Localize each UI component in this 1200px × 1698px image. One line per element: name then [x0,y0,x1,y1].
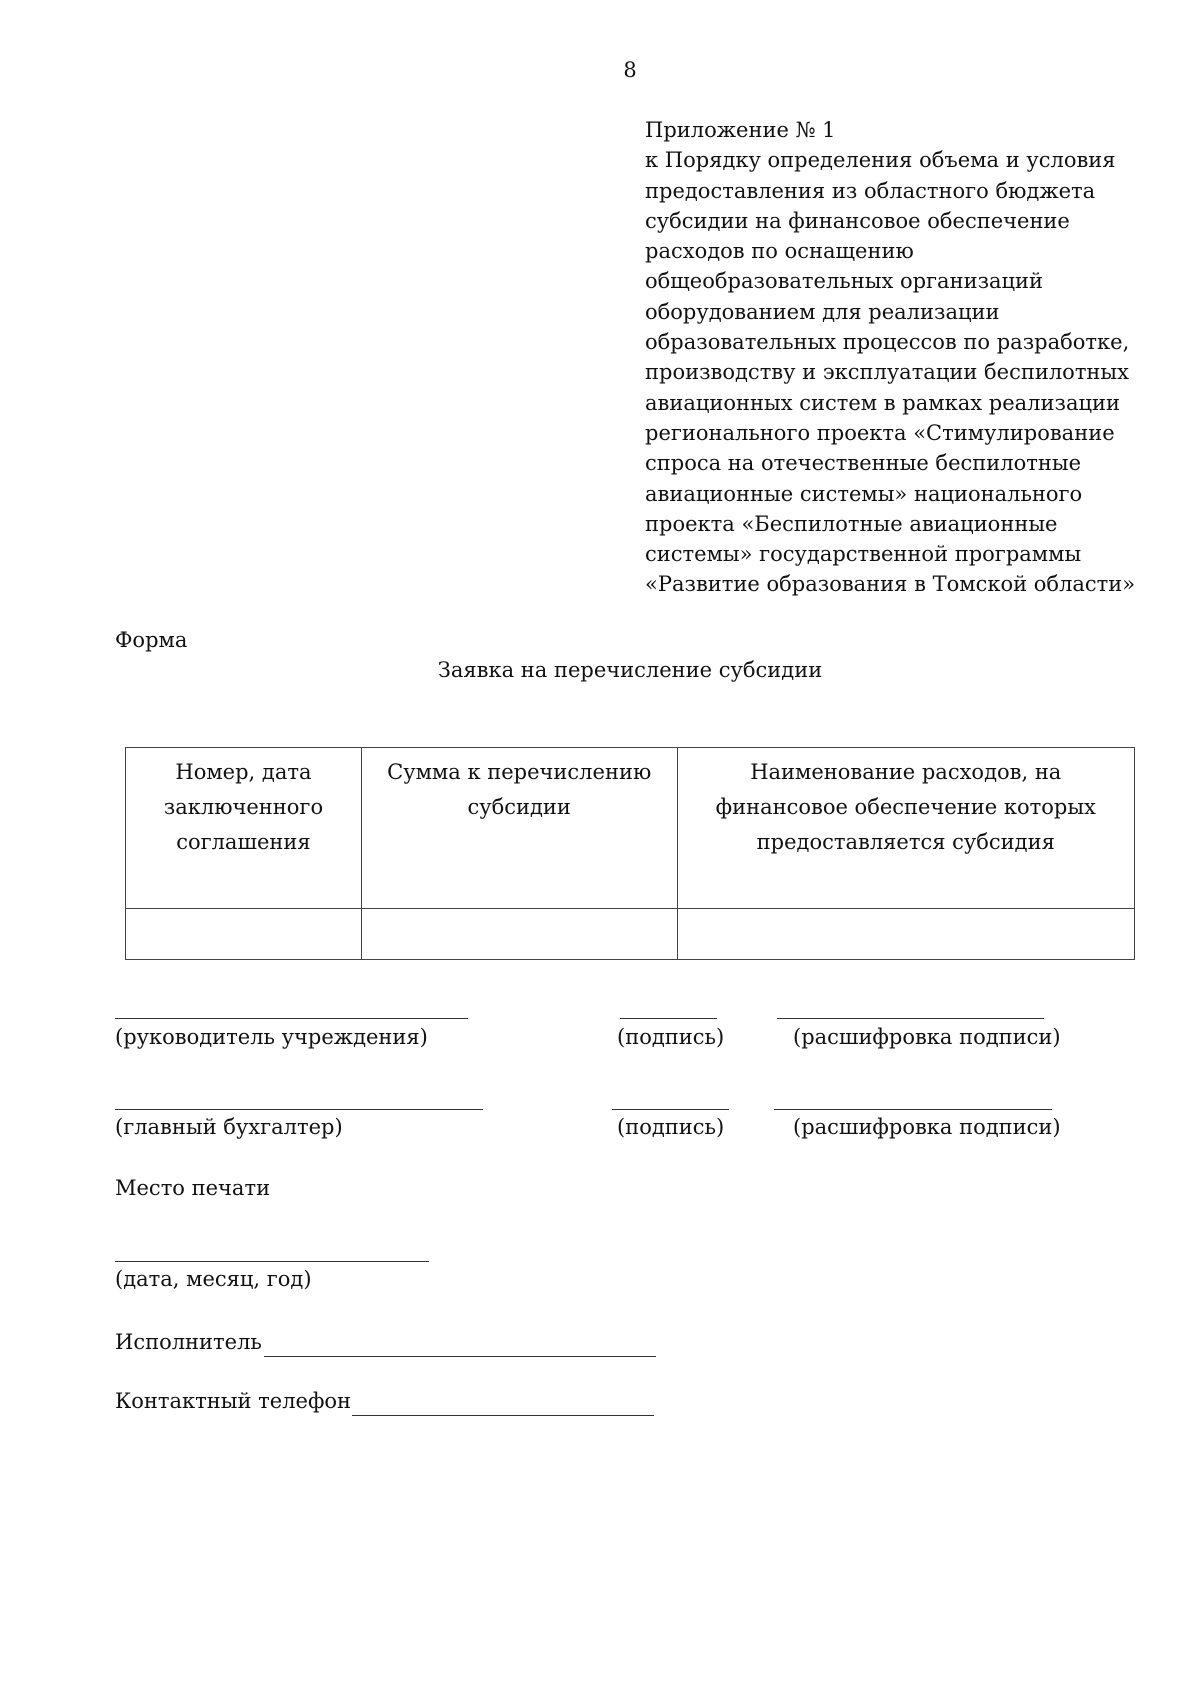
head-caption: (руководитель учреждения) [115,1025,428,1049]
head-signature-line[interactable] [620,1018,717,1019]
signature-caption: (подпись) [617,1025,725,1049]
appendix-line: образовательных процессов по разработке, [645,330,1130,355]
header-agreement-number-date: Номер, дата заключенного соглашения [126,748,362,909]
page-number: 8 [623,58,637,82]
appendix-line: «Развитие образования в Томской области» [645,572,1136,597]
table-cell[interactable] [677,909,1134,960]
head-decode-line[interactable] [777,1018,1044,1019]
accountant-signature-line[interactable] [612,1109,729,1110]
appendix-line: регионального проекта «Стимулирование [645,420,1115,445]
phone-line[interactable] [352,1415,654,1416]
appendix-line: расходов по оснащению [645,239,914,264]
appendix-line: оборудованием для реализации [645,299,1000,324]
date-line[interactable] [115,1261,429,1262]
table-row [126,909,1135,960]
subsidy-request-table [125,747,1135,960]
stamp-label: Место печати [115,1176,271,1200]
appendix-line: системы» государственной программы [645,542,1082,567]
appendix-line: общеобразовательных организаций [645,269,1044,294]
table-cell[interactable] [126,909,362,960]
appendix-line: авиационных систем в рамках реализации [645,390,1120,415]
decode-caption: (расшифровка подписи) [793,1115,1061,1139]
appendix-line: проекта «Беспилотные авиационные [645,511,1058,536]
table-cell[interactable] [361,909,677,960]
accountant-name-line[interactable] [115,1109,483,1110]
phone-label: Контактный телефон [115,1389,352,1413]
appendix-note [645,115,1185,600]
appendix-line: Приложение № 1 [645,118,836,142]
appendix-line: спроса на отечественные беспилотные [645,451,1081,476]
decode-caption: (расшифровка подписи) [793,1025,1061,1049]
date-caption: (дата, месяц, год) [115,1267,312,1291]
header-expense-name: Наименование расходов, на финансовое обеспечение которых предоставляется субсидия [677,748,1134,909]
appendix-line: субсидии на финансовое обеспечение [645,208,1070,233]
accountant-caption: (главный бухгалтер) [115,1115,343,1139]
appendix-line: авиационные системы» национального [645,481,1083,506]
form-label: Форма [115,628,188,652]
header-transfer-amount: Сумма к перечислению субсидии [361,748,677,909]
appendix-line: производству и эксплуатации беспилотных [645,360,1129,385]
executor-label: Исполнитель [115,1330,262,1354]
signature-caption: (подпись) [617,1115,725,1139]
appendix-line: к Порядку определения объема и условия [645,148,1116,173]
table-header-row [126,748,1135,909]
accountant-decode-line[interactable] [774,1109,1052,1110]
executor-line[interactable] [264,1356,656,1357]
appendix-line: предоставления из областного бюджета [645,178,1096,203]
head-name-line[interactable] [115,1018,468,1019]
document-title: Заявка на перечисление субсидии [437,658,823,682]
